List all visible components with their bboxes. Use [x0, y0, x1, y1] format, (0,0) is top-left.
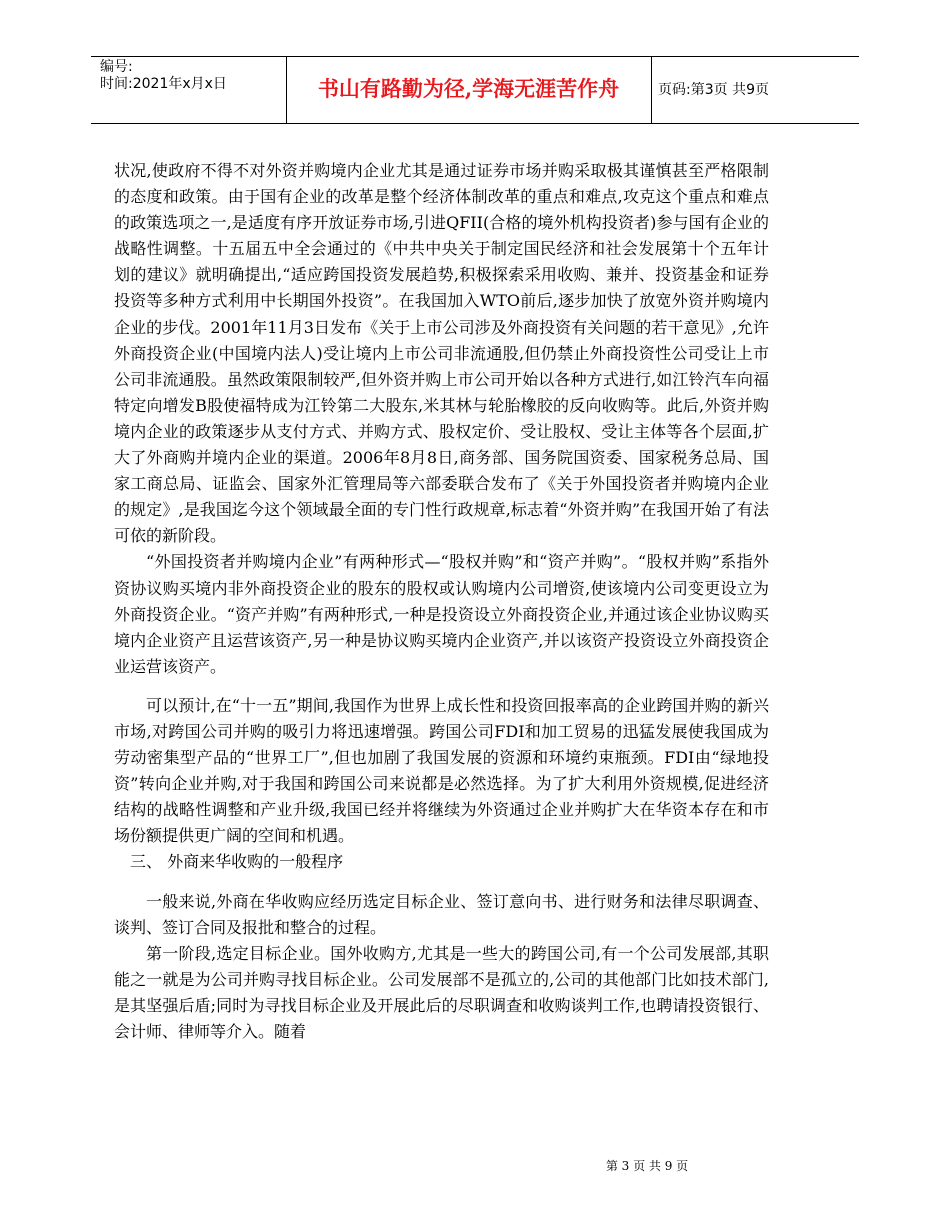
page-footer: 第 3 页 共 9 页 [605, 1159, 689, 1173]
paragraph-merger-forms: “外国投资者并购境内企业”有两种形式—“股权并购”和“资产并购”。“股权并购”系指外资协议购买境内非外商投资企业的股东的股权或认购境内公司增资,使该境内公司变更设立为外商投资企业。“资产并购”有两种形式,一种是投资设立外商投资企业,并通过该企业协议购买境内企业资产且运营该资产,另一种是协议购买境内企业资产,并以该资产投资设立外商投资企业运营该资产。 [114, 552, 769, 676]
header-meta [100, 59, 227, 93]
paragraph-stage-one: 第一阶段,选定目标企业。国外收购方,尤其是一些大的跨国公司,有一个公司发展部,其职能之一就是为公司并购寻找目标企业。公司发展部不是孤立的,公司的其他部门比如技术部门,是其坚强后盾;同时为寻找目标企业及开展此后的尽职调查和收购谈判工作,也聘请投资银行、会计师、律师等介入。随着 [114, 943, 769, 1041]
header-motto: 书山有路勤为径,学海无涯苦作舟 [317, 76, 620, 101]
paragraph-continuation: 状况,使政府不得不对外资并购境内企业尤其是通过证券市场并购采取极其谨慎甚至严格限制的态度和政策。由于国有企业的改革是整个经济体制改革的重点和难点,攻克这个重点和难点的政策选项之一,是适度有序开放证券市场,引进QFII(合格的境外机构投资者)参与国有企业的战略性调整。十五届五中全会通过的《中共中央关于制定国民经济和社会发展第十个五年计划的建议》就明确提出,“适应跨国投资发展趋势,积极探索采用收购、兼并、投资基金和证券投资等多种方式利用中长期国外投资”。在我国加入WTO前后,逐步加快了放宽外资并购境内企业的步伐。2001年11月3日发布《关于上市公司涉及外商投资有关问题的若干意见》,允许外商投资企业(中国境内法人)受让境内上市公司非流通股,但仍禁止外商投资性公司受让上市公司非流通股。虽然政策限制较严,但外资并购上市公司开始以各种方式进行,如江铃汽车向福特定向增发B股使福特成为江铃第二大股东,米其林与轮胎橡胶的反向收购等。此后,外资并购境内企业的政策逐步从支付方式、并购方式、股权定价、受让股权、受让主体等各个层面,扩大了外商购并境内企业的渠道。2006年8月8日,商务部、国务院国资委、国家税务总局、国家工商总局、证监会、国家外汇管理局等六部委联合发布了《关于外国投资者并购境内企业的规定》,是我国迄今这个领域最全面的专门性行政规章,标志着“外资并购”在我国开始了有法可依的新阶段。 [114, 161, 769, 546]
document-body [114, 158, 769, 1045]
paragraph-outlook: 可以预计,在“十一五”期间,我国作为世界上成长性和投资回报率高的企业跨国并购的新兴市场,对跨国公司并购的吸引力将迅速增强。跨国公司FDI和加工贸易的迅猛发展使我国成为劳动密集型产品的“世界工厂”,但也加剧了我国发展的资源和环境约束瓶颈。FDI由“绿地投资”转向企业并购,对于我国和跨国公司来说都是必然选择。为了扩大利用外资规模,促进经济结构的战略性调整和产业升级,我国已经并将继续为外资通过企业并购扩大在华资本存在和市场份额提供更广阔的空间和机遇。 [114, 695, 769, 846]
header-page-info: 页码:第3页 共9页 [658, 82, 769, 98]
header-table [91, 56, 859, 124]
paragraph-gap [114, 680, 769, 693]
paragraph-gap [114, 876, 769, 889]
document-time-label: 时间:2021年x月x日 [100, 76, 227, 92]
paragraph-procedure-intro: 一般来说,外商在华收购应经历选定目标企业、签订意向书、进行财务和法律尽职调查、谈判、签订合同及报批和整合的过程。 [114, 891, 769, 937]
document-number-label: 编号: [100, 59, 133, 75]
section-heading: 三、 外商来华收购的一般程序 [130, 852, 344, 872]
header-divider [651, 57, 652, 123]
